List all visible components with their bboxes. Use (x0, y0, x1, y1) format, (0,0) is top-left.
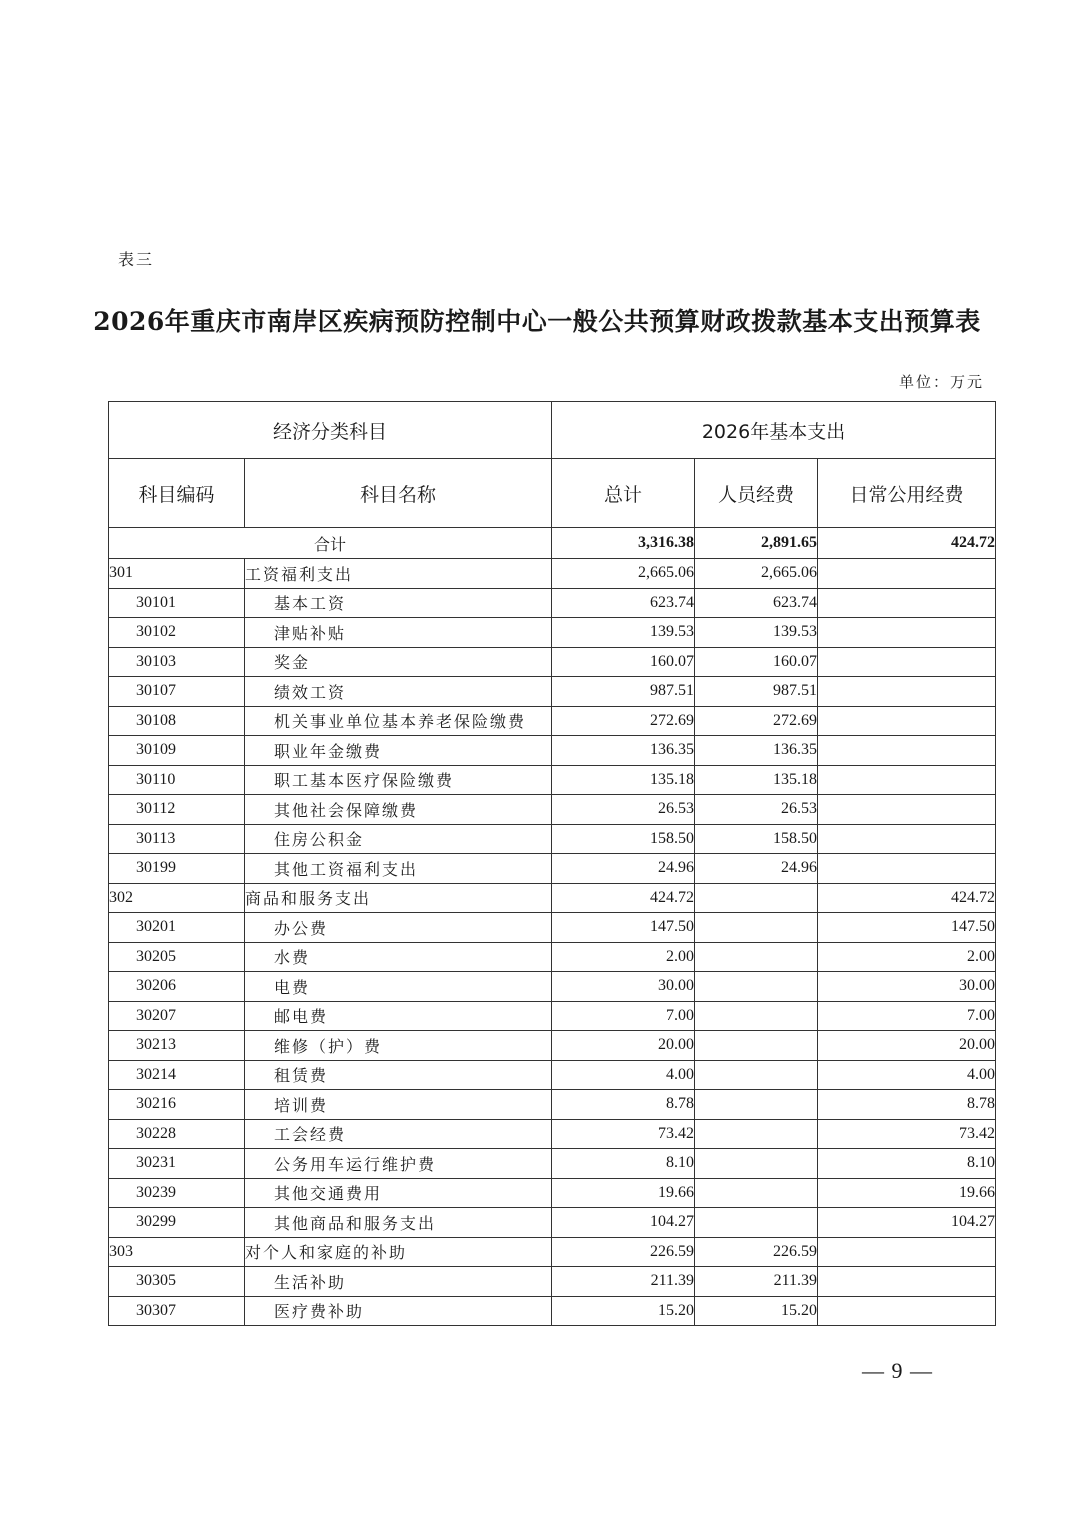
row-personnel (695, 883, 818, 913)
row-personnel (695, 1119, 818, 1149)
row-code: 30305 (109, 1267, 245, 1297)
row-public: 8.10 (818, 1149, 996, 1179)
row-name: 培训费 (245, 1090, 552, 1120)
row-code: 30201 (109, 913, 245, 943)
row-total: 8.10 (552, 1149, 695, 1179)
table-row (109, 618, 996, 648)
row-public (818, 824, 996, 854)
row-code: 30199 (109, 854, 245, 884)
row-name: 水费 (245, 942, 552, 972)
row-personnel: 15.20 (695, 1296, 818, 1326)
row-total: 104.27 (552, 1208, 695, 1238)
row-code: 30206 (109, 972, 245, 1002)
row-total: 424.72 (552, 883, 695, 913)
row-total: 2,665.06 (552, 559, 695, 589)
row-public (818, 1237, 996, 1267)
row-personnel (695, 1149, 818, 1179)
row-personnel (695, 1031, 818, 1061)
row-total: 987.51 (552, 677, 695, 707)
row-personnel: 24.96 (695, 854, 818, 884)
page-number: — 9 — (862, 1358, 933, 1383)
row-total: 160.07 (552, 647, 695, 677)
row-public (818, 647, 996, 677)
row-personnel (695, 972, 818, 1002)
row-personnel: 135.18 (695, 765, 818, 795)
row-public (818, 618, 996, 648)
table-row (109, 1267, 996, 1297)
row-total: 15.20 (552, 1296, 695, 1326)
row-name: 维修（护）费 (245, 1031, 552, 1061)
column-header-name: 科目名称 (245, 459, 552, 528)
row-name: 其他工资福利支出 (245, 854, 552, 884)
row-code: 30107 (109, 677, 245, 707)
row-total: 30.00 (552, 972, 695, 1002)
row-name: 津贴补贴 (245, 618, 552, 648)
total-personnel: 2,891.65 (695, 528, 818, 559)
row-total: 147.50 (552, 913, 695, 943)
row-code: 30239 (109, 1178, 245, 1208)
row-personnel (695, 913, 818, 943)
row-name: 商品和服务支出 (245, 883, 552, 913)
table-row (109, 1149, 996, 1179)
row-public (818, 706, 996, 736)
row-total: 211.39 (552, 1267, 695, 1297)
row-name: 奖金 (245, 647, 552, 677)
row-name: 办公费 (245, 913, 552, 943)
table-row (109, 1090, 996, 1120)
row-public: 7.00 (818, 1001, 996, 1031)
row-name: 机关事业单位基本养老保险缴费 (245, 706, 552, 736)
row-code: 30110 (109, 765, 245, 795)
row-name: 住房公积金 (245, 824, 552, 854)
row-total: 623.74 (552, 588, 695, 618)
row-total: 226.59 (552, 1237, 695, 1267)
row-public: 73.42 (818, 1119, 996, 1149)
row-name: 绩效工资 (245, 677, 552, 707)
table-label: 表三 (118, 252, 155, 269)
row-name: 职业年金缴费 (245, 736, 552, 766)
document-title: 2026年重庆市南岸区疾病预防控制中心一般公共预算财政拨款基本支出预算表 (93, 307, 981, 336)
row-name: 其他商品和服务支出 (245, 1208, 552, 1238)
row-personnel (695, 1208, 818, 1238)
total-label: 合计 (109, 528, 552, 559)
row-code: 30101 (109, 588, 245, 618)
row-name: 其他交通费用 (245, 1178, 552, 1208)
header-group-row (109, 402, 996, 459)
total-row (109, 528, 996, 559)
table-row (109, 913, 996, 943)
table-row (109, 972, 996, 1002)
row-code: 30102 (109, 618, 245, 648)
table-row (109, 588, 996, 618)
row-name: 工资福利支出 (245, 559, 552, 589)
row-code: 30103 (109, 647, 245, 677)
row-total: 139.53 (552, 618, 695, 648)
table-row (109, 824, 996, 854)
row-personnel: 2,665.06 (695, 559, 818, 589)
row-total: 8.78 (552, 1090, 695, 1120)
table-row (109, 1178, 996, 1208)
row-public (818, 795, 996, 825)
total-public: 424.72 (818, 528, 996, 559)
row-public (818, 765, 996, 795)
row-total: 26.53 (552, 795, 695, 825)
row-public: 30.00 (818, 972, 996, 1002)
row-total: 19.66 (552, 1178, 695, 1208)
row-personnel: 226.59 (695, 1237, 818, 1267)
table-row (109, 942, 996, 972)
row-public (818, 1296, 996, 1326)
row-code: 302 (109, 883, 245, 913)
budget-table (108, 401, 996, 1326)
table-row (109, 1119, 996, 1149)
table-row (109, 1296, 996, 1326)
row-code: 30228 (109, 1119, 245, 1149)
row-name: 邮电费 (245, 1001, 552, 1031)
table-row (109, 1060, 996, 1090)
row-public: 147.50 (818, 913, 996, 943)
row-public (818, 677, 996, 707)
row-code: 30113 (109, 824, 245, 854)
row-name: 医疗费补助 (245, 1296, 552, 1326)
row-code: 30216 (109, 1090, 245, 1120)
row-code: 30299 (109, 1208, 245, 1238)
row-public (818, 736, 996, 766)
row-public: 20.00 (818, 1031, 996, 1061)
row-public: 2.00 (818, 942, 996, 972)
row-code: 30109 (109, 736, 245, 766)
column-header-code: 科目编码 (109, 459, 245, 528)
row-total: 20.00 (552, 1031, 695, 1061)
row-code: 30108 (109, 706, 245, 736)
row-code: 30213 (109, 1031, 245, 1061)
row-name: 对个人和家庭的补助 (245, 1237, 552, 1267)
row-name: 基本工资 (245, 588, 552, 618)
row-code: 30231 (109, 1149, 245, 1179)
table-row (109, 1031, 996, 1061)
row-personnel (695, 942, 818, 972)
row-total: 4.00 (552, 1060, 695, 1090)
table-row (109, 1001, 996, 1031)
row-total: 136.35 (552, 736, 695, 766)
row-total: 158.50 (552, 824, 695, 854)
table-row (109, 1237, 996, 1267)
row-total: 2.00 (552, 942, 695, 972)
row-personnel: 136.35 (695, 736, 818, 766)
column-header-total: 总计 (552, 459, 695, 528)
row-total: 24.96 (552, 854, 695, 884)
row-public: 424.72 (818, 883, 996, 913)
header-basic-expenditure: 2026年基本支出 (552, 402, 996, 459)
row-total: 73.42 (552, 1119, 695, 1149)
row-public (818, 854, 996, 884)
table-row (109, 677, 996, 707)
row-personnel: 623.74 (695, 588, 818, 618)
table-row (109, 736, 996, 766)
row-name: 生活补助 (245, 1267, 552, 1297)
row-public: 19.66 (818, 1178, 996, 1208)
column-header-public: 日常公用经费 (818, 459, 996, 528)
row-code: 30214 (109, 1060, 245, 1090)
row-personnel (695, 1060, 818, 1090)
row-total: 272.69 (552, 706, 695, 736)
row-code: 301 (109, 559, 245, 589)
row-code: 30112 (109, 795, 245, 825)
row-personnel (695, 1001, 818, 1031)
row-code: 30205 (109, 942, 245, 972)
table-row (109, 1208, 996, 1238)
row-personnel: 272.69 (695, 706, 818, 736)
row-personnel: 158.50 (695, 824, 818, 854)
table-row (109, 854, 996, 884)
row-personnel: 26.53 (695, 795, 818, 825)
row-personnel: 160.07 (695, 647, 818, 677)
row-personnel: 211.39 (695, 1267, 818, 1297)
total-amount: 3,316.38 (552, 528, 695, 559)
table-row (109, 559, 996, 589)
row-total: 7.00 (552, 1001, 695, 1031)
row-personnel: 139.53 (695, 618, 818, 648)
row-name: 租赁费 (245, 1060, 552, 1090)
row-public: 4.00 (818, 1060, 996, 1090)
table-row (109, 883, 996, 913)
table-row (109, 647, 996, 677)
row-personnel (695, 1090, 818, 1120)
table-row (109, 795, 996, 825)
row-name: 职工基本医疗保险缴费 (245, 765, 552, 795)
row-name: 其他社会保障缴费 (245, 795, 552, 825)
row-public: 104.27 (818, 1208, 996, 1238)
table-row (109, 706, 996, 736)
unit-label: 单位：万元 (898, 375, 984, 391)
header-economic-classification: 经济分类科目 (109, 402, 552, 459)
row-code: 30207 (109, 1001, 245, 1031)
row-name: 公务用车运行维护费 (245, 1149, 552, 1179)
row-public (818, 588, 996, 618)
row-code: 303 (109, 1237, 245, 1267)
row-personnel (695, 1178, 818, 1208)
row-public: 8.78 (818, 1090, 996, 1120)
row-public (818, 1267, 996, 1297)
row-total: 135.18 (552, 765, 695, 795)
row-code: 30307 (109, 1296, 245, 1326)
header-column-row (109, 459, 996, 528)
column-header-personnel: 人员经费 (695, 459, 818, 528)
row-name: 工会经费 (245, 1119, 552, 1149)
row-name: 电费 (245, 972, 552, 1002)
table-row (109, 765, 996, 795)
row-personnel: 987.51 (695, 677, 818, 707)
row-public (818, 559, 996, 589)
